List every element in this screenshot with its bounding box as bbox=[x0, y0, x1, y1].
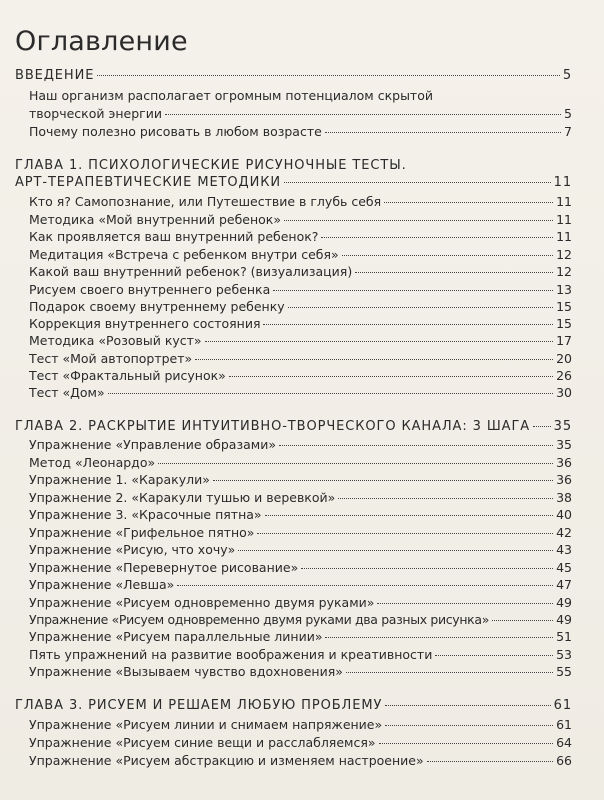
toc-entry-label: Пять упражнений на развитие воображения и креативности bbox=[29, 647, 433, 662]
toc-page-number: 43 bbox=[556, 542, 572, 557]
toc-entry-label: Упражнение «Рисуем одновременно двумя руками» bbox=[29, 595, 375, 610]
toc-entry-label: ГЛАВА 2. РАСКРЫТИЕ ИНТУИТИВНО-ТВОРЧЕСКОГО КАНАЛА: 3 ШАГА bbox=[15, 419, 531, 434]
toc-entry-label: Упражнение «Левша» bbox=[29, 577, 175, 592]
dot-leader bbox=[338, 498, 553, 499]
toc-entry-label: Упражнение 2. «Каракули тушью и веревкой» bbox=[29, 490, 336, 505]
toc-page-number: 11 bbox=[556, 212, 572, 227]
toc-page-number: 30 bbox=[556, 385, 572, 400]
toc-entry-label: Медитация «Встреча с ребенком внутри себя» bbox=[29, 247, 339, 262]
toc-page-number: 61 bbox=[553, 698, 572, 713]
toc-page-number: 26 bbox=[556, 368, 572, 383]
toc-entry bbox=[29, 489, 572, 506]
toc-entry bbox=[29, 506, 572, 523]
dot-leader bbox=[213, 480, 553, 481]
toc-page-number: 20 bbox=[556, 351, 572, 366]
toc-entry bbox=[29, 281, 572, 298]
toc-page-number: 49 bbox=[556, 612, 572, 627]
toc-entry-label: Подарок своему внутреннему ребенку bbox=[29, 299, 285, 314]
toc-entry-label: Наш организм располагает огромным потенциалом скрытой bbox=[29, 88, 433, 103]
toc-entry bbox=[29, 576, 572, 593]
toc-chapter3-heading bbox=[15, 697, 572, 714]
toc-entry-label: Рисуем своего внутреннего ребенка bbox=[29, 282, 271, 297]
toc-entry bbox=[29, 454, 572, 471]
toc-page-number: 5 bbox=[564, 106, 572, 121]
toc-intro-heading bbox=[15, 67, 572, 84]
toc-entry-label: Упражнение 3. «Красочные пятна» bbox=[29, 507, 262, 522]
toc-entry bbox=[29, 228, 572, 245]
toc-entry bbox=[29, 524, 572, 541]
toc-entry bbox=[29, 123, 572, 140]
toc-page-number: 49 bbox=[556, 595, 572, 610]
toc-page-number: 36 bbox=[556, 472, 572, 487]
toc-entry-label: ВВЕДЕНИЕ bbox=[15, 68, 95, 83]
toc-page-number: 17 bbox=[556, 333, 572, 348]
toc-entry-label: Упражнение «Грифельное пятно» bbox=[29, 525, 255, 540]
toc-entry bbox=[29, 734, 572, 751]
toc-entry-label: Методика «Мой внутренний ребенок» bbox=[29, 212, 281, 227]
toc-entry bbox=[29, 298, 572, 315]
toc-entry bbox=[29, 628, 572, 645]
toc-chapter1-heading-line1: ГЛАВА 1. ПСИХОЛОГИЧЕСКИЕ РИСУНОЧНЫЕ ТЕСТЫ. bbox=[15, 158, 407, 173]
toc-entry-label: АРТ-ТЕРАПЕВТИЧЕСКИЕ МЕТОДИКИ bbox=[15, 175, 281, 190]
dot-leader bbox=[301, 568, 553, 569]
toc-entry-label: Упражнение «Рисуем линии и снимаем напряжение» bbox=[29, 717, 383, 732]
dot-leader bbox=[205, 341, 554, 342]
toc-entry bbox=[29, 332, 572, 349]
toc-page-number: 64 bbox=[556, 735, 572, 750]
toc-page-number: 12 bbox=[556, 247, 572, 262]
dot-leader bbox=[257, 533, 553, 534]
toc-entry bbox=[29, 211, 572, 228]
dot-leader bbox=[288, 307, 553, 308]
toc-entry bbox=[29, 436, 572, 453]
toc-entry bbox=[29, 646, 572, 663]
toc-entry bbox=[29, 105, 572, 122]
toc-entry-label: Упражнение «Рисуем параллельные линии» bbox=[29, 629, 323, 644]
toc-chapter1-heading bbox=[15, 174, 572, 191]
toc-entry bbox=[29, 193, 572, 210]
toc-page-number: 12 bbox=[556, 264, 572, 279]
dot-leader bbox=[158, 463, 553, 464]
toc-entry bbox=[29, 246, 572, 263]
toc-entry-label: Упражнение «Перевернутое рисование» bbox=[29, 560, 299, 575]
toc-entry bbox=[29, 594, 572, 611]
toc-page-number: 35 bbox=[553, 419, 572, 434]
dot-leader bbox=[377, 603, 553, 604]
toc-entry-label: Тест «Фрактальный рисунок» bbox=[29, 368, 226, 383]
toc-page-number: 7 bbox=[564, 124, 572, 139]
dot-leader bbox=[355, 272, 553, 273]
dot-leader bbox=[229, 376, 553, 377]
toc-entry bbox=[29, 752, 572, 769]
toc-page-number: 11 bbox=[556, 194, 572, 209]
dot-leader bbox=[435, 655, 553, 656]
dot-leader bbox=[325, 637, 553, 638]
toc-entry-label: Тест «Дом» bbox=[29, 385, 105, 400]
toc-page-number: 51 bbox=[556, 629, 572, 644]
toc-entry-label: Какой ваш внутренний ребенок? (визуализация) bbox=[29, 264, 353, 279]
toc-page-number: 15 bbox=[556, 299, 572, 314]
toc-page-number: 61 bbox=[556, 717, 572, 732]
toc-page-number: 47 bbox=[556, 577, 572, 592]
dot-leader bbox=[384, 202, 553, 203]
toc-page-number: 13 bbox=[556, 282, 572, 297]
toc-entry-label: Кто я? Самопознание, или Путешествие в глубь себя bbox=[29, 194, 382, 209]
toc-entry bbox=[29, 471, 572, 488]
toc-entry-label: Упражнение 1. «Каракули» bbox=[29, 472, 210, 487]
dot-leader bbox=[279, 445, 553, 446]
dot-leader bbox=[195, 359, 553, 360]
dot-leader bbox=[284, 220, 553, 221]
dot-leader bbox=[321, 237, 553, 238]
toc-page-number: 55 bbox=[556, 664, 572, 679]
dot-leader bbox=[325, 132, 561, 133]
dot-leader bbox=[263, 324, 553, 325]
toc-entry-label: Тест «Мой автопортрет» bbox=[29, 351, 193, 366]
toc-page-number: 11 bbox=[553, 175, 572, 190]
toc-entry-label: Как проявляется ваш внутренний ребенок? bbox=[29, 229, 319, 244]
dot-leader bbox=[533, 426, 551, 427]
toc-page-number: 66 bbox=[556, 753, 572, 768]
toc-entry bbox=[29, 350, 572, 367]
dot-leader bbox=[97, 75, 559, 76]
toc-entry-label: Упражнение «Рисую, что хочу» bbox=[29, 542, 236, 557]
dot-leader bbox=[379, 743, 554, 744]
dot-leader bbox=[385, 725, 553, 726]
toc-entry-label: Упражнение «Рисуем синие вещи и расслабляемся» bbox=[29, 735, 376, 750]
toc-entry-label: Методика «Розовый куст» bbox=[29, 333, 202, 348]
dot-leader bbox=[177, 585, 553, 586]
dot-leader bbox=[273, 290, 553, 291]
dot-leader bbox=[165, 114, 561, 115]
toc-page-number: 36 bbox=[556, 455, 572, 470]
toc-entry-label: ГЛАВА 3. РИСУЕМ И РЕШАЕМ ЛЮБУЮ ПРОБЛЕМУ bbox=[15, 698, 383, 713]
toc-page-number: 35 bbox=[556, 437, 572, 452]
toc-entry-label: творческой энергии bbox=[29, 106, 162, 121]
toc-entry-label: Упражнение «Рисуем абстракцию и изменяем настроение» bbox=[29, 753, 424, 768]
dot-leader bbox=[346, 672, 553, 673]
toc-page-number: 53 bbox=[556, 647, 572, 662]
toc-entry bbox=[29, 663, 572, 680]
toc-entry bbox=[29, 559, 572, 576]
toc-entry-label: Упражнение «Рисуем одновременно двумя руками два разных рисунка» bbox=[29, 612, 489, 627]
dot-leader bbox=[492, 620, 553, 621]
dot-leader bbox=[238, 550, 553, 551]
toc-page-number: 40 bbox=[556, 507, 572, 522]
toc-entry bbox=[29, 541, 572, 558]
toc-entry bbox=[29, 611, 572, 628]
dot-leader bbox=[108, 393, 554, 394]
dot-leader bbox=[284, 182, 551, 183]
toc-entry bbox=[29, 315, 572, 332]
toc-entry-label: Метод «Леонардо» bbox=[29, 455, 156, 470]
toc-entry bbox=[29, 716, 572, 733]
toc-page-number: 42 bbox=[556, 525, 572, 540]
toc-page-number: 11 bbox=[556, 229, 572, 244]
toc-page-number: 45 bbox=[556, 560, 572, 575]
toc-page-number: 5 bbox=[562, 68, 572, 83]
dot-leader bbox=[385, 705, 550, 706]
toc-page-number: 38 bbox=[556, 490, 572, 505]
toc-entry-label: Почему полезно рисовать в любом возрасте bbox=[29, 124, 322, 139]
toc-entry bbox=[29, 367, 572, 384]
page-title: Оглавление bbox=[15, 26, 188, 57]
dot-leader bbox=[342, 255, 553, 256]
toc-entry bbox=[29, 263, 572, 280]
toc-page-number: 15 bbox=[556, 316, 572, 331]
toc-entry-label: Упражнение «Вызываем чувство вдохновения» bbox=[29, 664, 343, 679]
toc-entry-label: Коррекция внутреннего состояния bbox=[29, 316, 261, 331]
dot-leader bbox=[427, 761, 553, 762]
dot-leader bbox=[265, 515, 554, 516]
toc-entry bbox=[29, 384, 572, 401]
toc-chapter2-heading bbox=[15, 418, 572, 435]
toc-entry-label: Упражнение «Управление образами» bbox=[29, 437, 276, 452]
